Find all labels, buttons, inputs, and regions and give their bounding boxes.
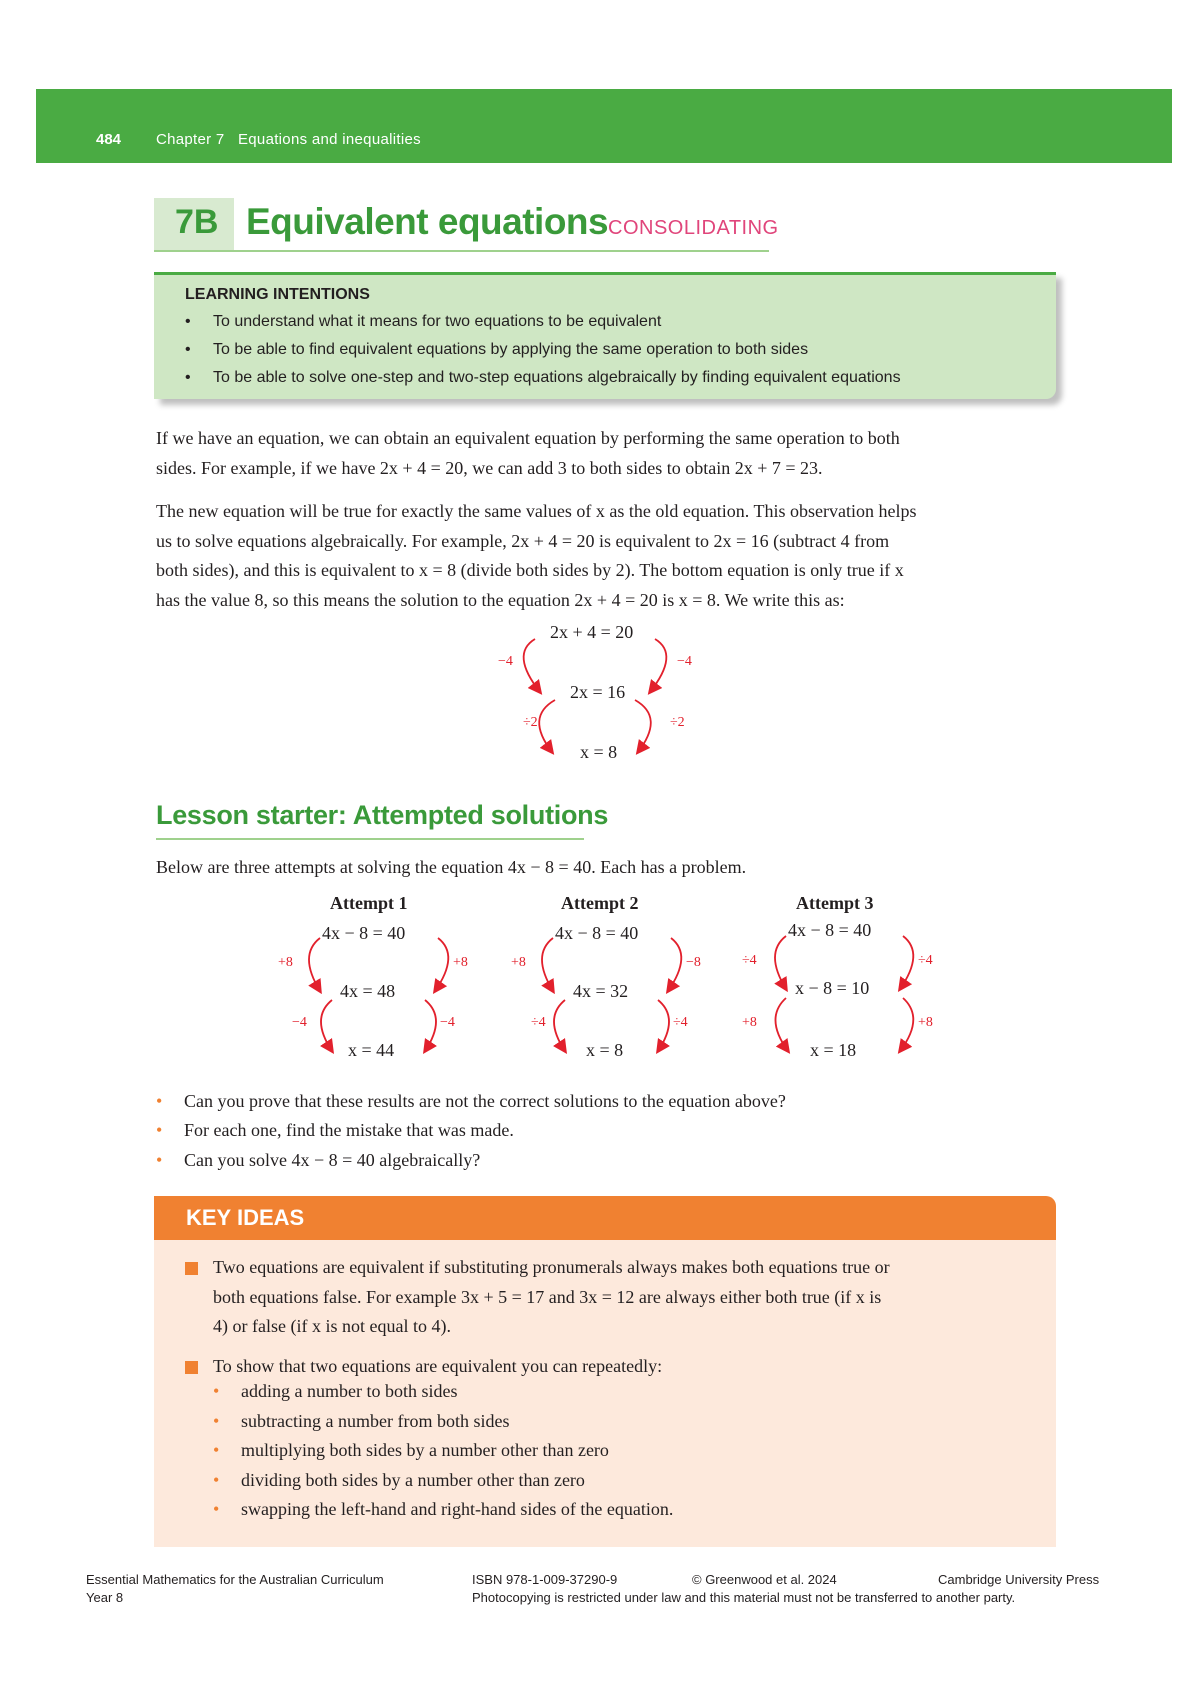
arrow-right-2	[635, 700, 651, 752]
operation-text: dividing both sides by a number other than zero	[241, 1470, 585, 1490]
intro-paragraph-1	[156, 424, 1056, 483]
attempt-2	[503, 893, 713, 1068]
section-code: 7B	[175, 203, 219, 241]
bullet: •	[213, 1499, 220, 1519]
operation-label: ÷2	[670, 715, 685, 730]
attempt-title: Attempt 2	[561, 893, 639, 913]
learning-intention-item	[185, 341, 808, 359]
question-text: Can you solve 4x − 8 = 40 algebraically?	[184, 1150, 481, 1170]
equation: x = 44	[348, 1040, 395, 1060]
equation: 2x + 4 = 20	[550, 622, 634, 642]
lesson-starter-question	[156, 1120, 514, 1141]
question-text: Can you prove that these results are not the correct solutions to the equation above?	[184, 1091, 786, 1111]
operation-label: +8	[918, 1015, 933, 1030]
section-title: Equivalent equations	[246, 201, 609, 242]
text-line: both sides), and this is equivalent to x = 8 (divide both sides by 2). The bottom equation is only true if x	[156, 560, 904, 580]
learning-intention-text: To be able to find equivalent equations by applying the same operation to both sides	[213, 341, 809, 358]
text-line: both equations false. For example 3x + 5 = 17 and 3x = 12 are always either both true (if x is	[213, 1286, 882, 1307]
bullet: •	[213, 1440, 220, 1460]
footer-year: Year 8	[86, 1590, 124, 1605]
text-line: Two equations are equivalent if substituting pronumerals always makes both equations true or	[213, 1257, 890, 1277]
operation-label: +8	[511, 955, 526, 970]
lesson-starter-question	[156, 1150, 480, 1171]
arrow-left-2	[539, 700, 555, 752]
operation-text: subtracting a number from both sides	[241, 1411, 510, 1431]
text-line: The new equation will be true for exactly the same values of x as the old equation. This observation helps	[156, 501, 917, 521]
text-line: us to solve equations algebraically. For example, 2x + 4 = 20 is equivalent to 2x = 16 (subtract 4 from	[156, 530, 890, 551]
operation-label: +8	[742, 1015, 757, 1030]
equation: x = 18	[810, 1040, 857, 1060]
key-idea-operation	[213, 1411, 509, 1432]
arrow-right-1	[650, 639, 666, 692]
attempt-title: Attempt 1	[330, 893, 408, 913]
page-number: 484	[96, 131, 122, 148]
square-bullet-icon	[185, 1262, 198, 1280]
attempt-1	[270, 893, 480, 1068]
operation-label: −8	[686, 955, 701, 970]
lesson-starter-rule	[156, 838, 584, 840]
key-idea-1	[213, 1253, 1033, 1342]
operation-label: ÷2	[523, 715, 538, 730]
operation-label: ÷4	[673, 1015, 688, 1030]
lesson-starter-question	[156, 1091, 786, 1112]
solution-diagram	[480, 622, 710, 772]
footer-copyright: © Greenwood et al. 2024	[692, 1572, 837, 1587]
learning-intention-text: To be able to solve one-step and two-step equations algebraically by finding equivalent equations	[213, 369, 901, 386]
key-idea-operation	[213, 1440, 609, 1461]
footer-publisher: Cambridge University Press	[938, 1572, 1100, 1587]
bullet: •	[213, 1411, 220, 1431]
equation: x = 8	[586, 1040, 624, 1060]
lesson-starter-heading: Lesson starter: Attempted solutions	[156, 800, 609, 830]
question-text: For each one, find the mistake that was made.	[184, 1120, 514, 1140]
key-idea-operation	[213, 1381, 457, 1402]
bullet: •	[213, 1470, 220, 1490]
learning-intention-item	[185, 313, 661, 331]
operation-label: ÷4	[918, 953, 933, 968]
operation-label: −4	[440, 1015, 455, 1030]
learning-intention-text: To understand what it means for two equations to be equivalent	[213, 313, 662, 330]
key-idea-2: To show that two equations are equivalent you can repeatedly:	[213, 1356, 663, 1376]
section-level-badge: CONSOLIDATING	[608, 217, 779, 239]
bullet: •	[156, 1091, 163, 1111]
operation-label: ÷4	[742, 953, 757, 968]
bullet: •	[156, 1150, 163, 1170]
intro-paragraph-2	[156, 497, 1056, 615]
bullet: •	[185, 341, 191, 358]
equation: 4x − 8 = 40	[322, 923, 406, 943]
lesson-starter-intro: Below are three attempts at solving the equation 4x − 8 = 40. Each has a problem.	[156, 857, 747, 877]
operation-label: +8	[453, 955, 468, 970]
text-line: 4) or false (if x is not equal to 4).	[213, 1316, 451, 1336]
equation: x = 8	[580, 742, 618, 762]
header-band	[36, 89, 1172, 163]
operation-label: ÷4	[531, 1015, 546, 1030]
chapter-label: Chapter 7 Equations and inequalities	[156, 131, 421, 148]
footer-notice: Photocopying is restricted under law and this material must not be transferred to another party.	[472, 1590, 1016, 1605]
bullet: •	[213, 1381, 220, 1401]
text-line: has the value 8, so this means the solution to the equation 2x + 4 = 20 is x = 8. We write this as:	[156, 589, 845, 610]
footer-book-title: Essential Mathematics for the Australian Curriculum	[86, 1572, 384, 1587]
operation-text: multiplying both sides by a number other than zero	[241, 1440, 609, 1460]
square-bullet-icon	[185, 1361, 198, 1379]
operation-text: adding a number to both sides	[241, 1381, 458, 1401]
equation: x − 8 = 10	[795, 978, 870, 998]
bullet: •	[185, 313, 191, 330]
text-line: sides. For example, if we have 2x + 4 = 20, we can add 3 to both sides to obtain 2x + 7 = 23.	[156, 457, 823, 478]
operation-label: +8	[278, 955, 293, 970]
equation: 4x = 32	[573, 981, 629, 1001]
key-ideas-title: KEY IDEAS	[186, 1205, 305, 1230]
operation-label: −4	[677, 654, 692, 669]
equation: 4x − 8 = 40	[555, 923, 639, 943]
operation-text: swapping the left-hand and right-hand sides of the equation.	[241, 1499, 674, 1519]
operation-label: −4	[292, 1015, 307, 1030]
attempt-3	[738, 893, 948, 1068]
learning-intentions-heading: LEARNING INTENTIONS	[185, 286, 370, 303]
learning-intention-item	[185, 369, 901, 387]
equation: 4x = 48	[340, 981, 396, 1001]
equation: 4x − 8 = 40	[788, 920, 872, 940]
attempt-title: Attempt 3	[796, 893, 874, 913]
key-idea-operation	[213, 1499, 673, 1520]
footer-isbn: ISBN 978-1-009-37290-9	[472, 1572, 618, 1587]
title-rule	[154, 250, 769, 252]
bullet: •	[156, 1120, 163, 1140]
arrow-left-1	[524, 639, 540, 692]
text-line: If we have an equation, we can obtain an equivalent equation by performing the same operation to both	[156, 428, 900, 448]
bullet: •	[185, 369, 191, 386]
key-idea-operation	[213, 1470, 585, 1491]
operation-label: −4	[498, 654, 513, 669]
equation: 2x = 16	[570, 682, 626, 702]
